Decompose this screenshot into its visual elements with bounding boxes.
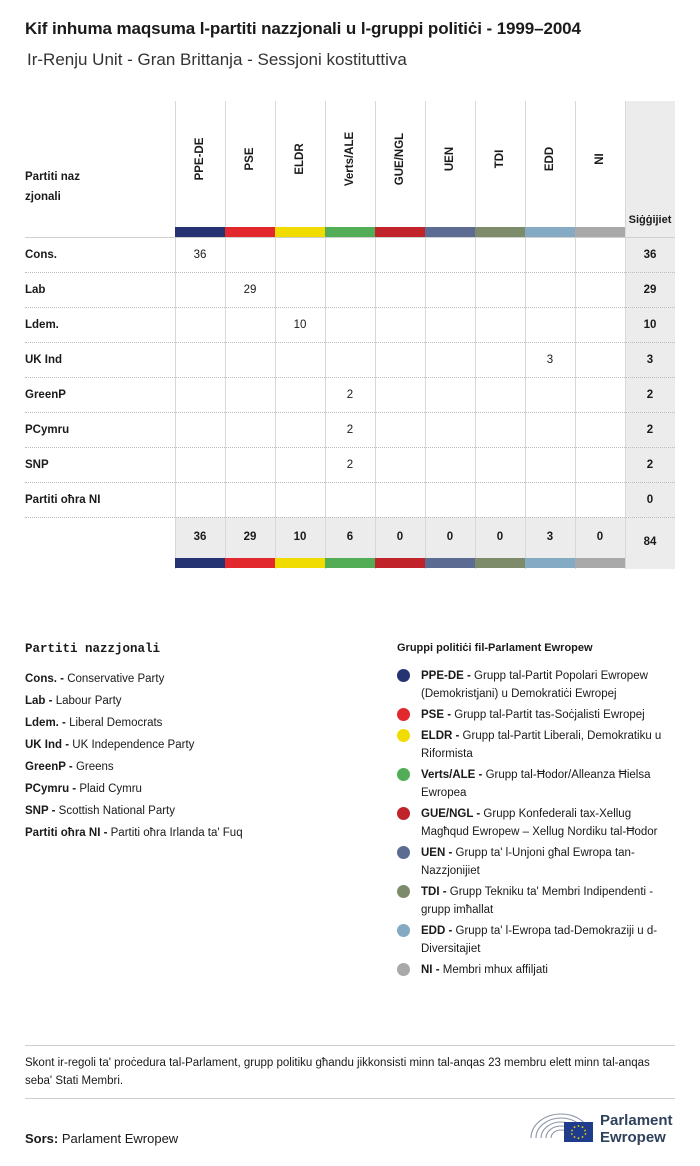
parliament-hemicycle-icon [528, 1104, 594, 1144]
group-abbreviation: NI - [421, 964, 440, 976]
row-divider [25, 272, 675, 273]
group-full-name: Grupp tal-Partit Popolari Ewropew (Demokristjani) u Demokratiċi Ewropej [421, 670, 648, 700]
column-total: 0 [496, 531, 504, 543]
group-color-bar [325, 227, 375, 237]
column-total: 29 [243, 531, 257, 543]
group-color-dot-icon [397, 963, 410, 976]
column-header-edd [525, 101, 575, 227]
political-groups-legend-title: Gruppi politiċi fil-Parlament Ewropew [397, 642, 593, 654]
political-group-legend-item [397, 706, 682, 724]
row-party-label: Partiti oħra NI [25, 494, 101, 506]
national-parties-legend [25, 642, 355, 844]
party-full-name: Partiti oħra Irlanda ta' Fuq [110, 827, 243, 839]
political-group-legend-item [397, 883, 682, 919]
source-value: Parlament Ewropew [61, 1131, 179, 1146]
group-abbreviation: UEN - [421, 847, 453, 859]
row-party-label: UK Ind [25, 354, 63, 366]
group-color-bar [425, 227, 475, 237]
national-party-legend-item [25, 800, 355, 822]
national-party-legend-item [25, 756, 355, 778]
column-header-vertsale [325, 101, 375, 227]
column-header-ni [575, 101, 625, 227]
group-full-name: Grupp tal-Partit Liberali, Demokratiku u Riformista [421, 730, 662, 760]
column-header-label: TDI [494, 149, 506, 169]
source-label: Sors: [25, 1131, 59, 1146]
national-party-legend-item [25, 778, 355, 800]
row-party-label: Cons. [25, 249, 57, 261]
group-color-dot-icon [397, 708, 410, 721]
row-total: 2 [646, 389, 654, 401]
group-color-dot-icon [397, 669, 410, 682]
column-header-uen [425, 101, 475, 227]
header-divider [25, 237, 675, 238]
group-color-bar [225, 227, 275, 237]
table-cell: 2 [346, 459, 354, 471]
party-abbreviation: PCymru - [25, 783, 77, 795]
political-group-legend-item [397, 961, 682, 979]
table-cell: 36 [193, 249, 207, 261]
row-party-label: Ldem. [25, 319, 59, 331]
group-color-bar [275, 227, 325, 237]
table-cell: 29 [243, 284, 257, 296]
group-abbreviation: GUE/NGL - [421, 808, 481, 820]
column-header-ppede [175, 101, 225, 227]
row-divider [25, 307, 675, 308]
group-abbreviation: TDI - [421, 886, 447, 898]
group-color-bar [475, 227, 525, 237]
row-total: 3 [646, 354, 654, 366]
table-cell: 2 [346, 424, 354, 436]
group-color-dot-icon [397, 885, 410, 898]
group-color-dot-icon [397, 924, 410, 937]
column-header-label: PSE [244, 147, 256, 171]
party-full-name: Greens [75, 761, 114, 773]
group-color-bar [325, 558, 375, 568]
group-color-bar [575, 558, 625, 568]
table-cell: 2 [346, 389, 354, 401]
group-full-name: Grupp ta' l-Ewropa tad-Demokraziji u d-Diversitajiet [421, 925, 658, 955]
group-color-bar [275, 558, 325, 568]
column-header-label: GUE/NGL [394, 132, 406, 186]
national-party-legend-item [25, 734, 355, 756]
table-cell: 10 [293, 319, 307, 331]
national-party-legend-item [25, 690, 355, 712]
group-color-dot-icon [397, 729, 410, 742]
group-color-bar [175, 227, 225, 237]
row-divider [25, 412, 675, 413]
national-parties-legend-title: Partiti nazzjonali [25, 642, 161, 656]
political-group-legend-item [397, 727, 682, 763]
party-full-name: Scottish National Party [58, 805, 176, 817]
party-abbreviation: UK Ind - [25, 739, 70, 751]
group-color-bar [525, 227, 575, 237]
column-header-label: Verts/ALE [344, 131, 356, 187]
group-abbreviation: PPE-DE - [421, 670, 471, 682]
group-color-bar [375, 558, 425, 568]
logo-text-line1: Parlament [600, 1112, 673, 1129]
column-total: 0 [596, 531, 604, 543]
row-party-label: PCymru [25, 424, 70, 436]
column-header-label: NI [594, 153, 606, 165]
column-header-label: EDD [544, 146, 556, 172]
group-color-bar [425, 558, 475, 568]
political-group-legend-item [397, 922, 682, 958]
column-header-label: UEN [444, 146, 456, 172]
group-abbreviation: Verts/ALE - [421, 769, 483, 781]
column-total: 3 [546, 531, 554, 543]
party-abbreviation: Lab - [25, 695, 53, 707]
column-header-label: PPE-DE [194, 137, 206, 181]
row-party-label: Lab [25, 284, 46, 296]
column-header-pse [225, 101, 275, 227]
group-color-bar [225, 558, 275, 568]
column-total: 36 [193, 531, 207, 543]
divider [25, 1045, 675, 1046]
national-party-legend-item [25, 822, 355, 844]
group-color-dot-icon [397, 768, 410, 781]
group-full-name: Membri mhux affiljati [442, 964, 548, 976]
column-header-tdi [475, 101, 525, 227]
column-total: 0 [396, 531, 404, 543]
group-color-bar [475, 558, 525, 568]
political-group-legend-item [397, 805, 682, 841]
row-divider [25, 447, 675, 448]
row-divider [25, 517, 675, 518]
group-abbreviation: PSE - [421, 709, 452, 721]
party-abbreviation: Cons. - [25, 673, 64, 685]
row-total: 10 [643, 319, 657, 331]
party-full-name: Labour Party [55, 695, 122, 707]
column-header-guengl [375, 101, 425, 227]
row-total: 29 [643, 284, 657, 296]
party-full-name: Conservative Party [67, 673, 165, 685]
total-column-header: Siġġijiet [628, 214, 672, 226]
european-parliament-logo [528, 1104, 678, 1150]
column-total: 10 [293, 531, 307, 543]
political-group-legend-item [397, 667, 682, 703]
row-party-label: SNP [25, 459, 49, 471]
row-divider [25, 377, 675, 378]
political-group-legend-item [397, 766, 682, 802]
group-color-bar [375, 227, 425, 237]
national-party-legend-item [25, 712, 355, 734]
table-cell: 3 [546, 354, 554, 366]
row-divider [25, 342, 675, 343]
group-color-dot-icon [397, 807, 410, 820]
group-full-name: Grupp tal-Partit tas-Soċjalisti Ewropej [454, 709, 645, 721]
row-header-label: Partiti nazzjonali [25, 171, 80, 203]
group-abbreviation: EDD - [421, 925, 453, 937]
row-total: 36 [643, 249, 657, 261]
row-party-label: GreenP [25, 389, 66, 401]
group-color-bar [575, 227, 625, 237]
row-divider [25, 482, 675, 483]
group-color-dot-icon [397, 846, 410, 859]
party-abbreviation: Ldem. - [25, 717, 66, 729]
group-full-name: Grupp tal-Ħodor/Alleanza Ħielsa Ewropea [421, 769, 651, 799]
party-abbreviation: Partiti oħra NI - [25, 827, 108, 839]
column-total: 0 [446, 531, 454, 543]
group-color-bar [525, 558, 575, 568]
group-abbreviation: ELDR - [421, 730, 460, 742]
political-group-legend-item [397, 844, 682, 880]
political-groups-legend [397, 642, 682, 982]
party-abbreviation: SNP - [25, 805, 56, 817]
column-header-label: ELDR [294, 143, 306, 175]
group-full-name: Grupp Konfederali tax-Xellug Magħqud Ewropew – Xellug Nordiku tal-Ħodor [421, 808, 658, 838]
group-full-name: Grupp Tekniku ta' Membri Indipendenti - grupp imħallat [421, 886, 654, 916]
party-full-name: UK Independence Party [72, 739, 195, 751]
party-full-name: Liberal Democrats [69, 717, 163, 729]
footnote: Skont ir-regoli ta' proċedura tal-Parlament, grupp politiku għandu jikkonsisti minn tal-anqas 23 membru elett minn tal-anqas seba' Stati Membri. [25, 1057, 650, 1087]
column-header-eldr [275, 101, 325, 227]
row-total: 2 [646, 424, 654, 436]
party-abbreviation: GreenP - [25, 761, 73, 773]
seat-distribution-table [25, 101, 675, 569]
national-party-legend-item [25, 668, 355, 690]
page-title: Kif inhuma maqsuma l-partiti nazzjonali u l-gruppi politiċi - 1999–2004 [25, 19, 581, 38]
row-total: 2 [646, 459, 654, 471]
party-full-name: Plaid Cymru [79, 783, 142, 795]
grand-total: 84 [643, 536, 657, 548]
row-total: 0 [646, 494, 654, 506]
source-line [25, 1131, 178, 1146]
group-full-name: Grupp ta' l-Unjoni għal Ewropa tan-Nazzjonijiet [421, 847, 635, 877]
page-subtitle: Ir-Renju Unit - Gran Brittanja - Sessjoni kostituttiva [27, 50, 407, 69]
group-color-bar [175, 558, 225, 568]
column-total: 6 [346, 531, 354, 543]
logo-text-line2: Ewropew [600, 1129, 666, 1146]
divider [25, 1098, 675, 1099]
